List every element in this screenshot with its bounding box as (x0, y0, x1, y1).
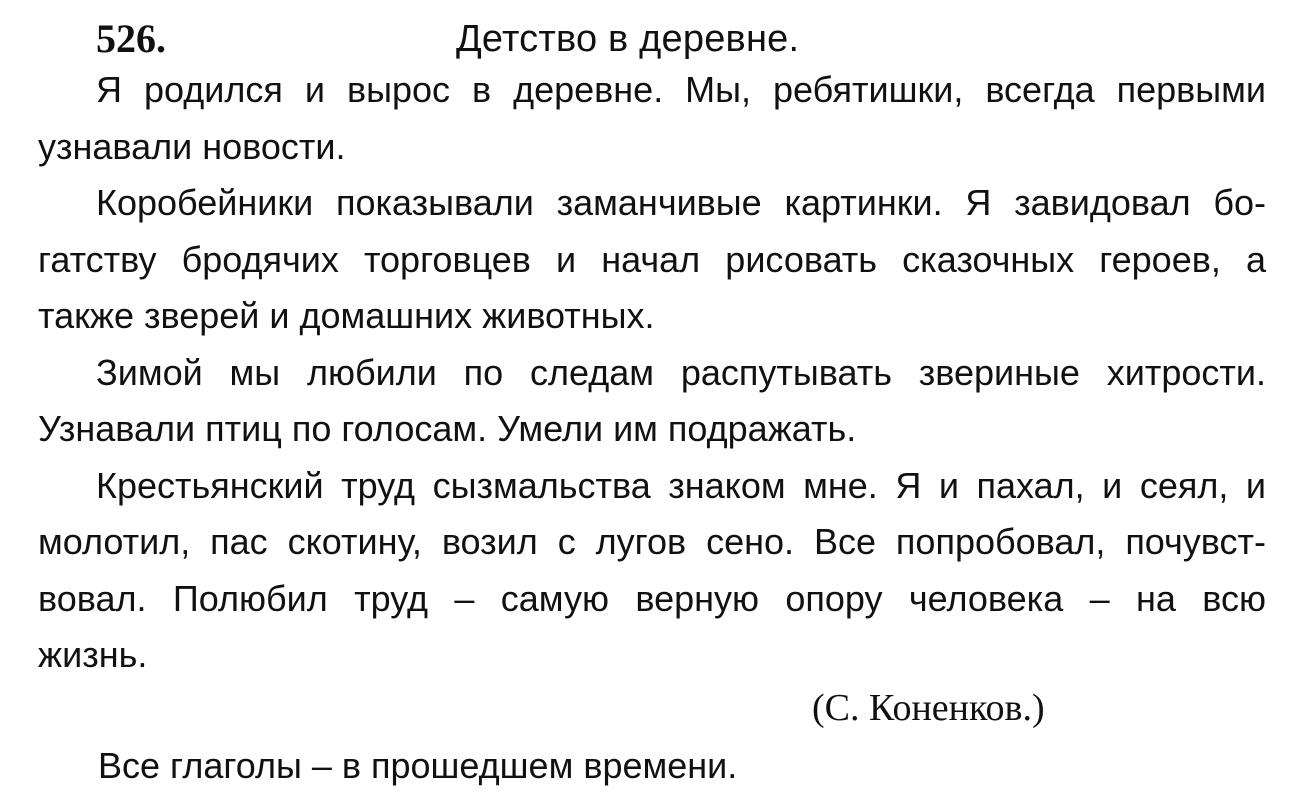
text-line: также зверей и домашних животных. (38, 295, 655, 336)
paragraph-3 (38, 345, 1266, 458)
text-line: вовал. Полюбил труд – самую верную опору человека – на всю (38, 577, 1266, 619)
exercise-number: 526. (96, 16, 166, 61)
text-line: гатству бродячих торговцев и начал рисовать сказочных героев, а (38, 238, 1266, 280)
paragraph-4 (38, 458, 1266, 684)
text-line: Зимой мы любили по следам распутывать звериные хитрости. (96, 351, 1266, 393)
text-line: Крестьянский труд сызмальства знаком мне. Я и пахал, и сеял, и (96, 464, 1266, 506)
paragraph-2 (38, 175, 1266, 345)
text-line: Я родился и вырос в деревне. Мы, ребятишки, всегда первыми (96, 69, 1266, 110)
task-note: Все глаголы – в прошедшем времени. (98, 745, 738, 786)
exercise-title: Детство в деревне. (456, 18, 800, 60)
text-line: узнавали новости. (38, 125, 346, 167)
text-line: жизнь. (38, 634, 148, 675)
text-line: молотил, пас скотину, возил с лугов сено. Все попробовал, почувст- (38, 521, 1266, 562)
exercise-header (96, 14, 1276, 64)
author-attribution: (С. Коненков.) (812, 687, 1045, 729)
text-line: Коробейники показывали заманчивые картинки. Я завидовал бо- (96, 182, 1266, 223)
text-line: Узнавали птиц по голосам. Умели им подражать. (38, 408, 857, 449)
paragraph-1 (38, 62, 1266, 175)
exercise-text (38, 62, 1266, 684)
